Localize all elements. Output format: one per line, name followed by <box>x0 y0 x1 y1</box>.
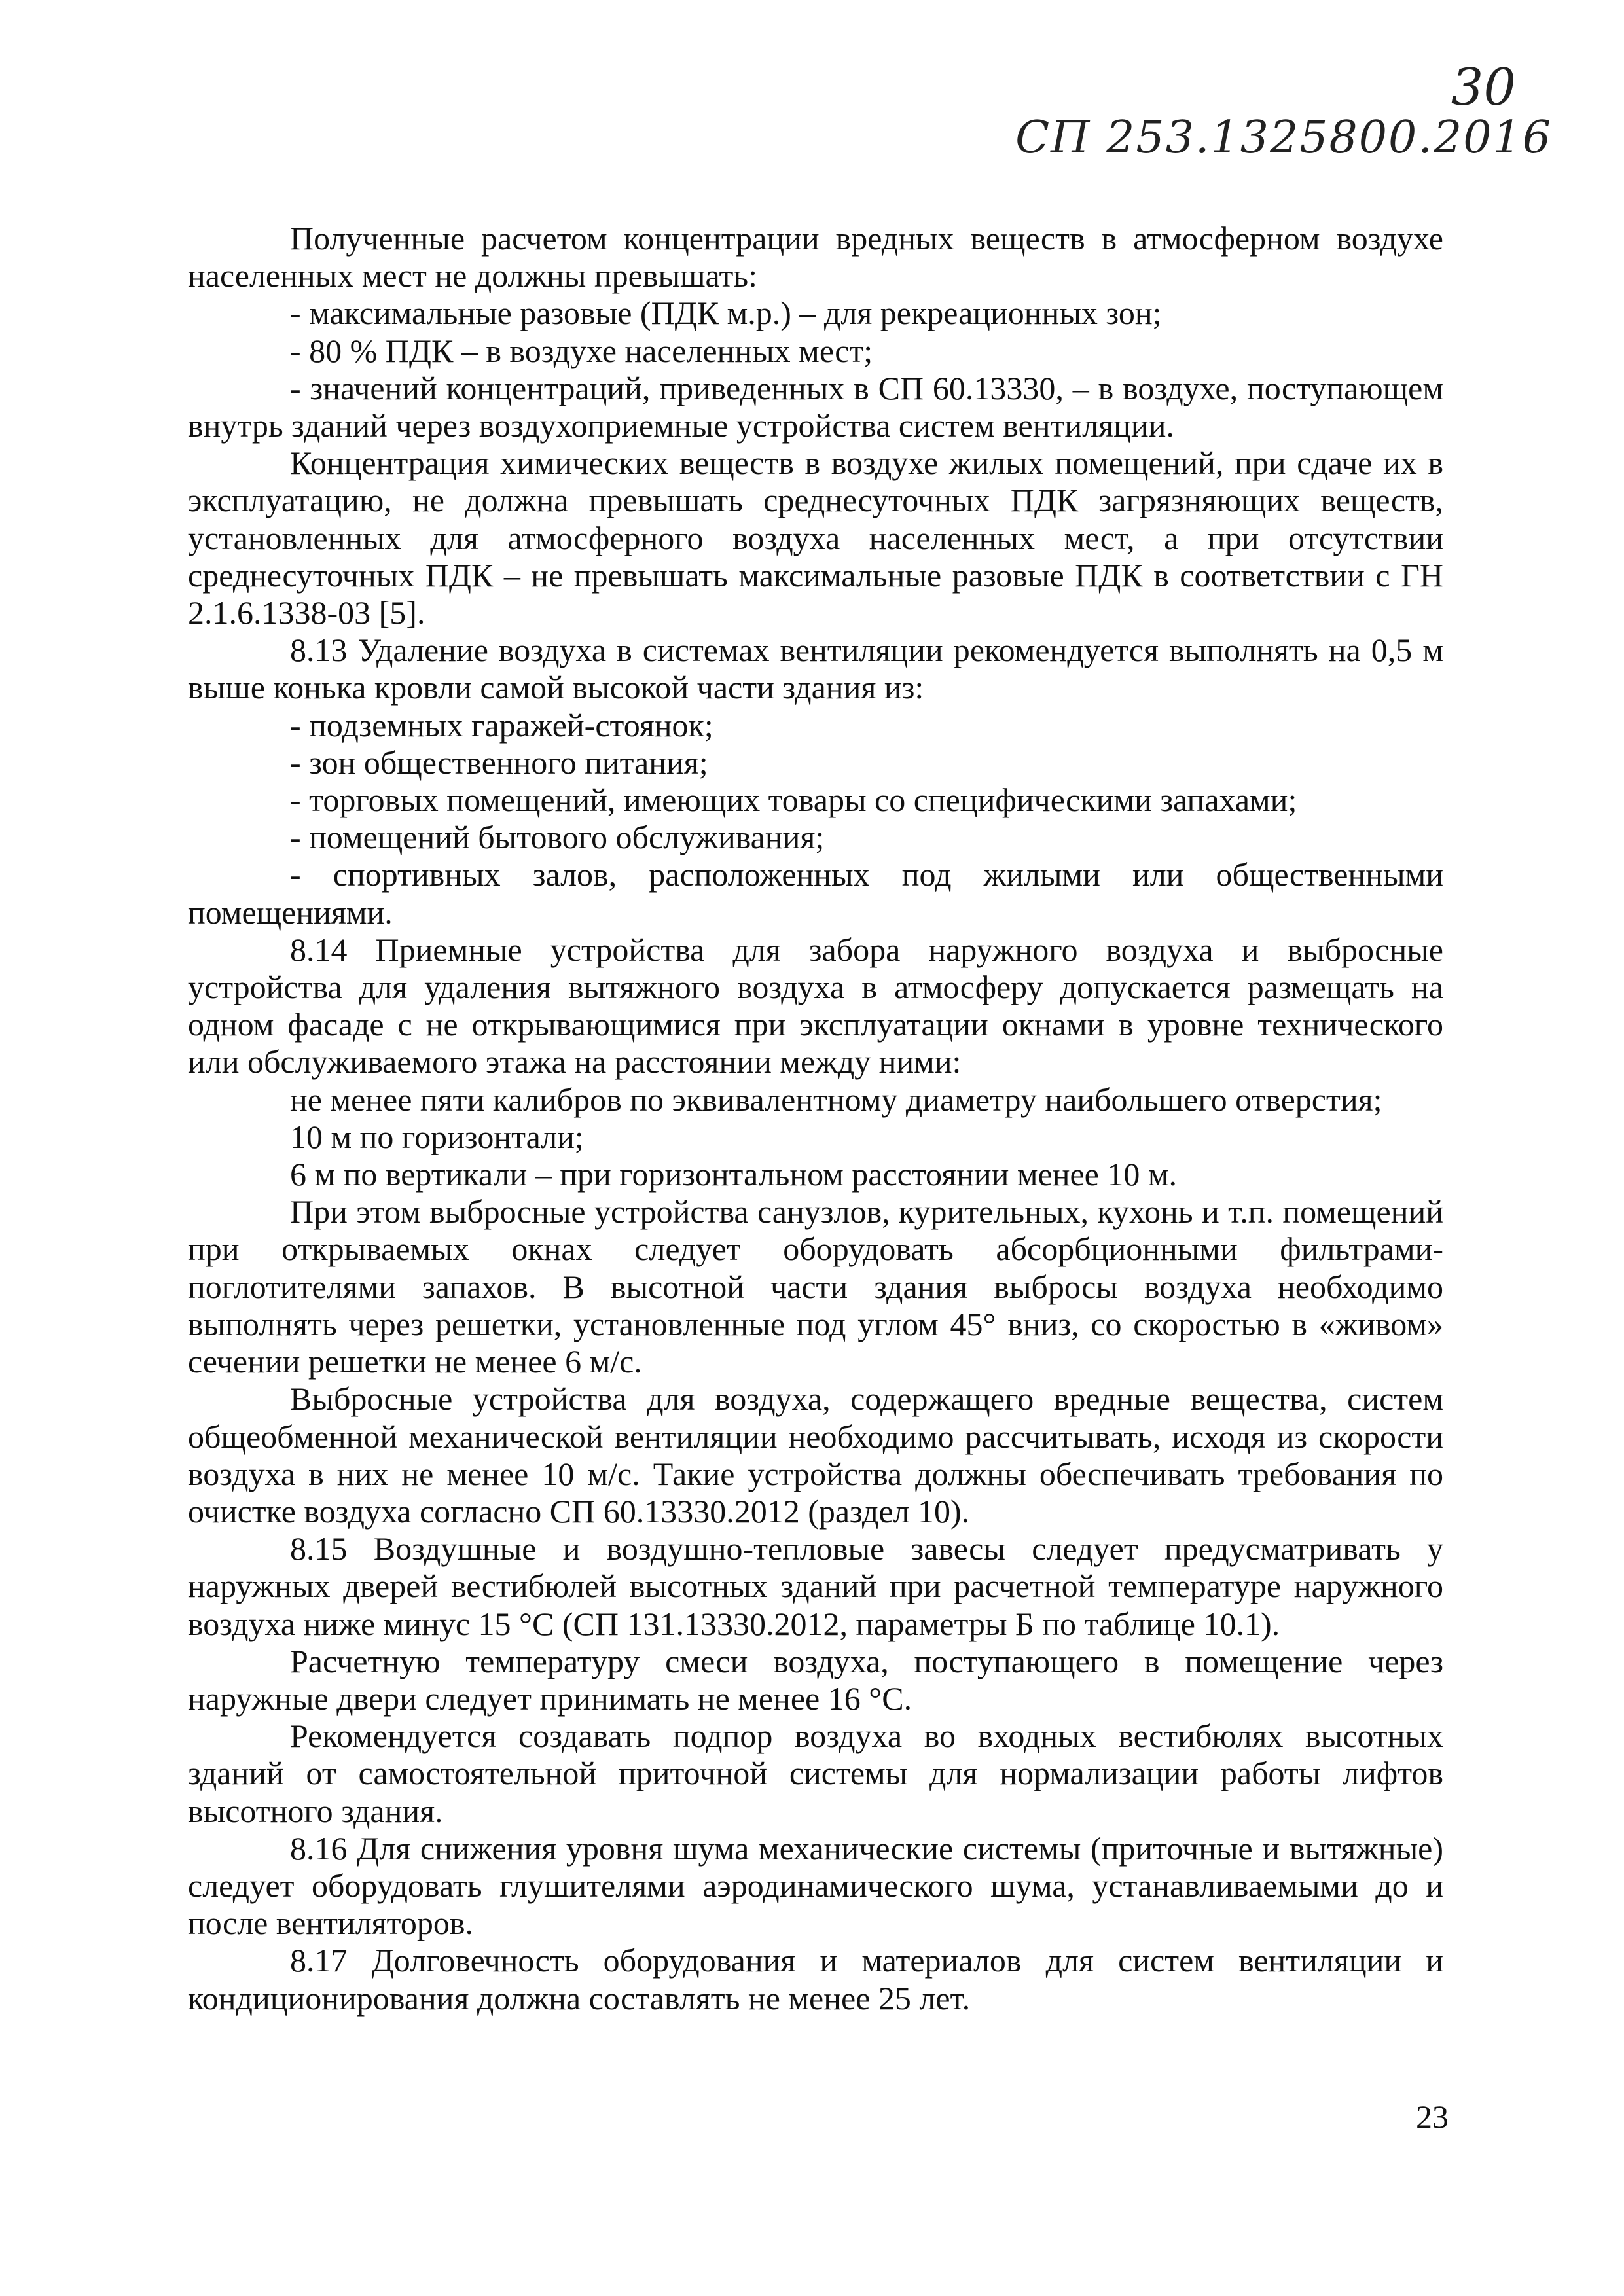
document-body <box>188 220 1443 2017</box>
list-item: - значений концентраций, приведенных в СП 60.13330, – в воздухе, поступающем внутрь зданий через воздухоприемные устройства систем вентиляции. <box>188 369 1443 444</box>
clause-8-13: 8.13 Удаление воздуха в системах вентиляции рекомендуется выполнять на 0,5 м выше конька кровли самой высокой части здания из: <box>188 632 1443 706</box>
paragraph: Полученные расчетом концентрации вредных веществ в атмосферном воздухе населенных мест не должны превышать: <box>188 220 1443 295</box>
handwritten-page-mark: 30 <box>1451 58 1516 117</box>
handwritten-doc-code: СП 253.1325800.2016 <box>1015 112 1552 164</box>
paragraph: При этом выбросные устройства санузлов, курительных, кухонь и т.п. помещений при открываемых окнах следует оборудовать абсорбционными фильтрами-поглотителями запахов. В высотной части здания выбросы воздуха необходимо выполнять через решетки, установленные под углом 45° вниз, со скоростью в «живом» сечении решетки не менее 6 м/с. <box>188 1193 1443 1380</box>
paragraph: Рекомендуется создавать подпор воздуха во входных вестибюлях высотных зданий от самостоятельной приточной системы для нормализации работы лифтов высотного здания. <box>188 1717 1443 1829</box>
list-item: не менее пяти калибров по эквивалентному диаметру наибольшего отверстия; <box>290 1081 1382 1118</box>
paragraph: Выбросные устройства для воздуха, содержащего вредные вещества, систем общеобменной механической вентиляции необходимо рассчитывать, исходя из скорости воздуха в них не менее 10 м/с. Такие устройства должны обеспечивать требования по очистке воздуха согласно СП 60.13330.2012 (раздел 10). <box>188 1380 1443 1530</box>
list-item: 6 м по вертикали – при горизонтальном расстоянии менее 10 м. <box>290 1156 1177 1193</box>
page-number: 23 <box>1416 2098 1449 2135</box>
list-item: - подземных гаражей-стоянок; <box>290 706 713 744</box>
paragraph: Концентрация химических веществ в воздухе жилых помещений, при сдаче их в эксплуатацию, не должна превышать среднесуточных ПДК загрязняющих веществ, установленных для атмосферного воздуха населенных мест, а при отсутствии среднесуточных ПДК – не превышать максимальные разовые ПДК в соответствии с ГН 2.1.6.1338-03 [5]. <box>188 444 1443 632</box>
handwritten-mark <box>1015 58 1552 164</box>
list-item: - 80 % ПДК – в воздухе населенных мест; <box>290 332 873 369</box>
list-item: - максимальные разовые (ПДК м.р.) – для рекреационных зон; <box>290 295 1162 332</box>
paragraph: Расчетную температуру смеси воздуха, поступающего в помещение через наружные двери следует принимать не менее 16 °С. <box>188 1642 1443 1717</box>
clause-8-16: 8.16 Для снижения уровня шума механические системы (приточные и вытяжные) следует оборудовать глушителями аэродинамического шума, устанавливаемыми до и после вентиляторов. <box>188 1829 1443 1942</box>
clause-8-14: 8.14 Приемные устройства для забора наружного воздуха и выбросные устройства для удаления вытяжного воздуха в атмосферу допускается размещать на одном фасаде с не открывающимися при эксплуатации окнами в уровне технического или обслуживаемого этажа на расстоянии между ними: <box>188 931 1443 1081</box>
clause-8-17: 8.17 Долговечность оборудования и материалов для систем вентиляции и кондиционирования должна составлять не менее 25 лет. <box>188 1942 1443 2017</box>
list-item: 10 м по горизонтали; <box>290 1118 584 1155</box>
list-item: - помещений бытового обслуживания; <box>290 819 825 856</box>
clause-8-15: 8.15 Воздушные и воздушно-тепловые завесы следует предусматривать у наружных дверей вестибюлей высотных зданий при расчетной температуре наружного воздуха ниже минус 15 °С (СП 131.13330.2012, параметры Б по таблице 10.1). <box>188 1530 1443 1642</box>
list-item: - спортивных залов, расположенных под жилыми или общественными помещениями. <box>188 856 1443 931</box>
list-item: - зон общественного питания; <box>290 744 708 781</box>
list-item: - торговых помещений, имеющих товары со специфическими запахами; <box>290 781 1297 819</box>
